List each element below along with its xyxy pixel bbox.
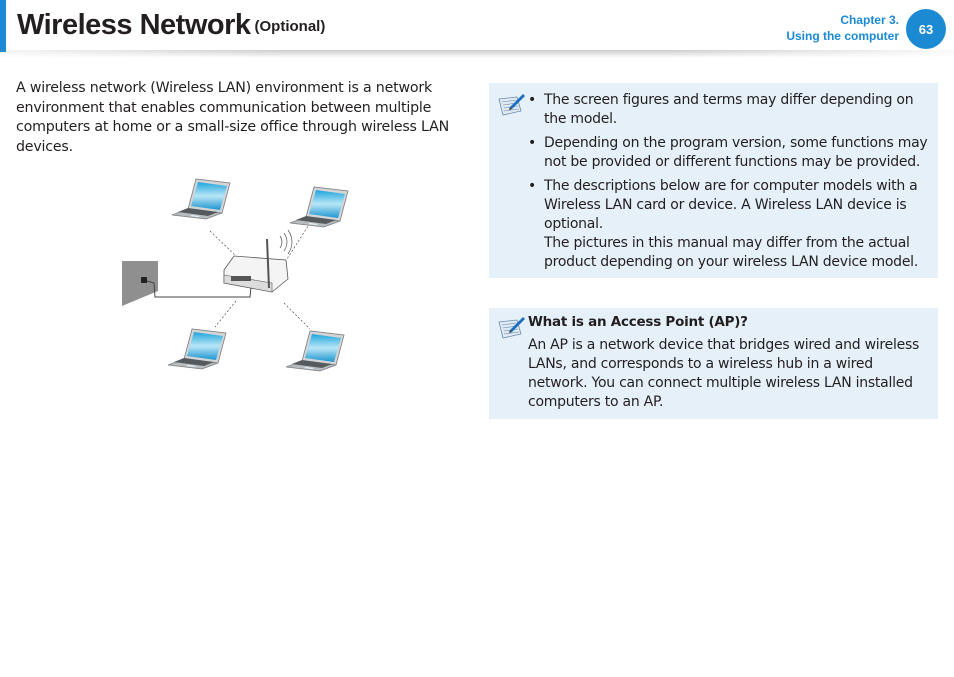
note-item: • Depending on the program version, some functions may not be provided or different functions may be provided. <box>528 135 928 170</box>
intro-paragraph: A wireless network (Wireless LAN) environment is a network environment that enables communication between multiple computers at home or a small-size office through wireless LAN devices. <box>16 80 449 155</box>
page-header <box>0 0 954 56</box>
note-item: • The descriptions below are for computer models with a Wireless LAN card or device. A Wireless LAN device is optional. The pictures in this manual may differ from the actual product depending on your wireless LAN device model. <box>528 178 919 270</box>
access-point-icon <box>224 230 292 292</box>
page-title-main: Wireless Network <box>17 9 251 41</box>
chapter-title: Using the computer <box>786 29 899 43</box>
chapter-label <box>786 12 899 44</box>
note-box <box>489 83 938 278</box>
note-item-extra: The pictures in this manual may differ from the actual product depending on your wireless LAN device model. <box>544 235 919 270</box>
note-pencil-icon <box>497 91 527 117</box>
note-list <box>527 91 932 277</box>
network-diagram <box>110 165 370 385</box>
note-item: • The screen figures and terms may differ depending on the model. <box>528 92 914 127</box>
page-number-badge: 63 <box>906 9 946 49</box>
ap-answer-text: An AP is a network device that bridges wired and wireless LANs, and corresponds to a wireless hub in a wired network. You can connect multiple wireless LAN installed computers to an AP. <box>528 337 920 410</box>
chapter-number: Chapter 3. <box>840 13 899 27</box>
ap-question-heading: What is an Access Point (AP)? <box>528 314 748 330</box>
page-title <box>17 9 325 42</box>
page-title-subtitle: (Optional) <box>254 18 326 35</box>
note-pencil-icon <box>497 314 527 340</box>
header-accent-bar <box>0 0 6 52</box>
header-divider <box>0 50 954 58</box>
access-point-note <box>489 308 938 419</box>
